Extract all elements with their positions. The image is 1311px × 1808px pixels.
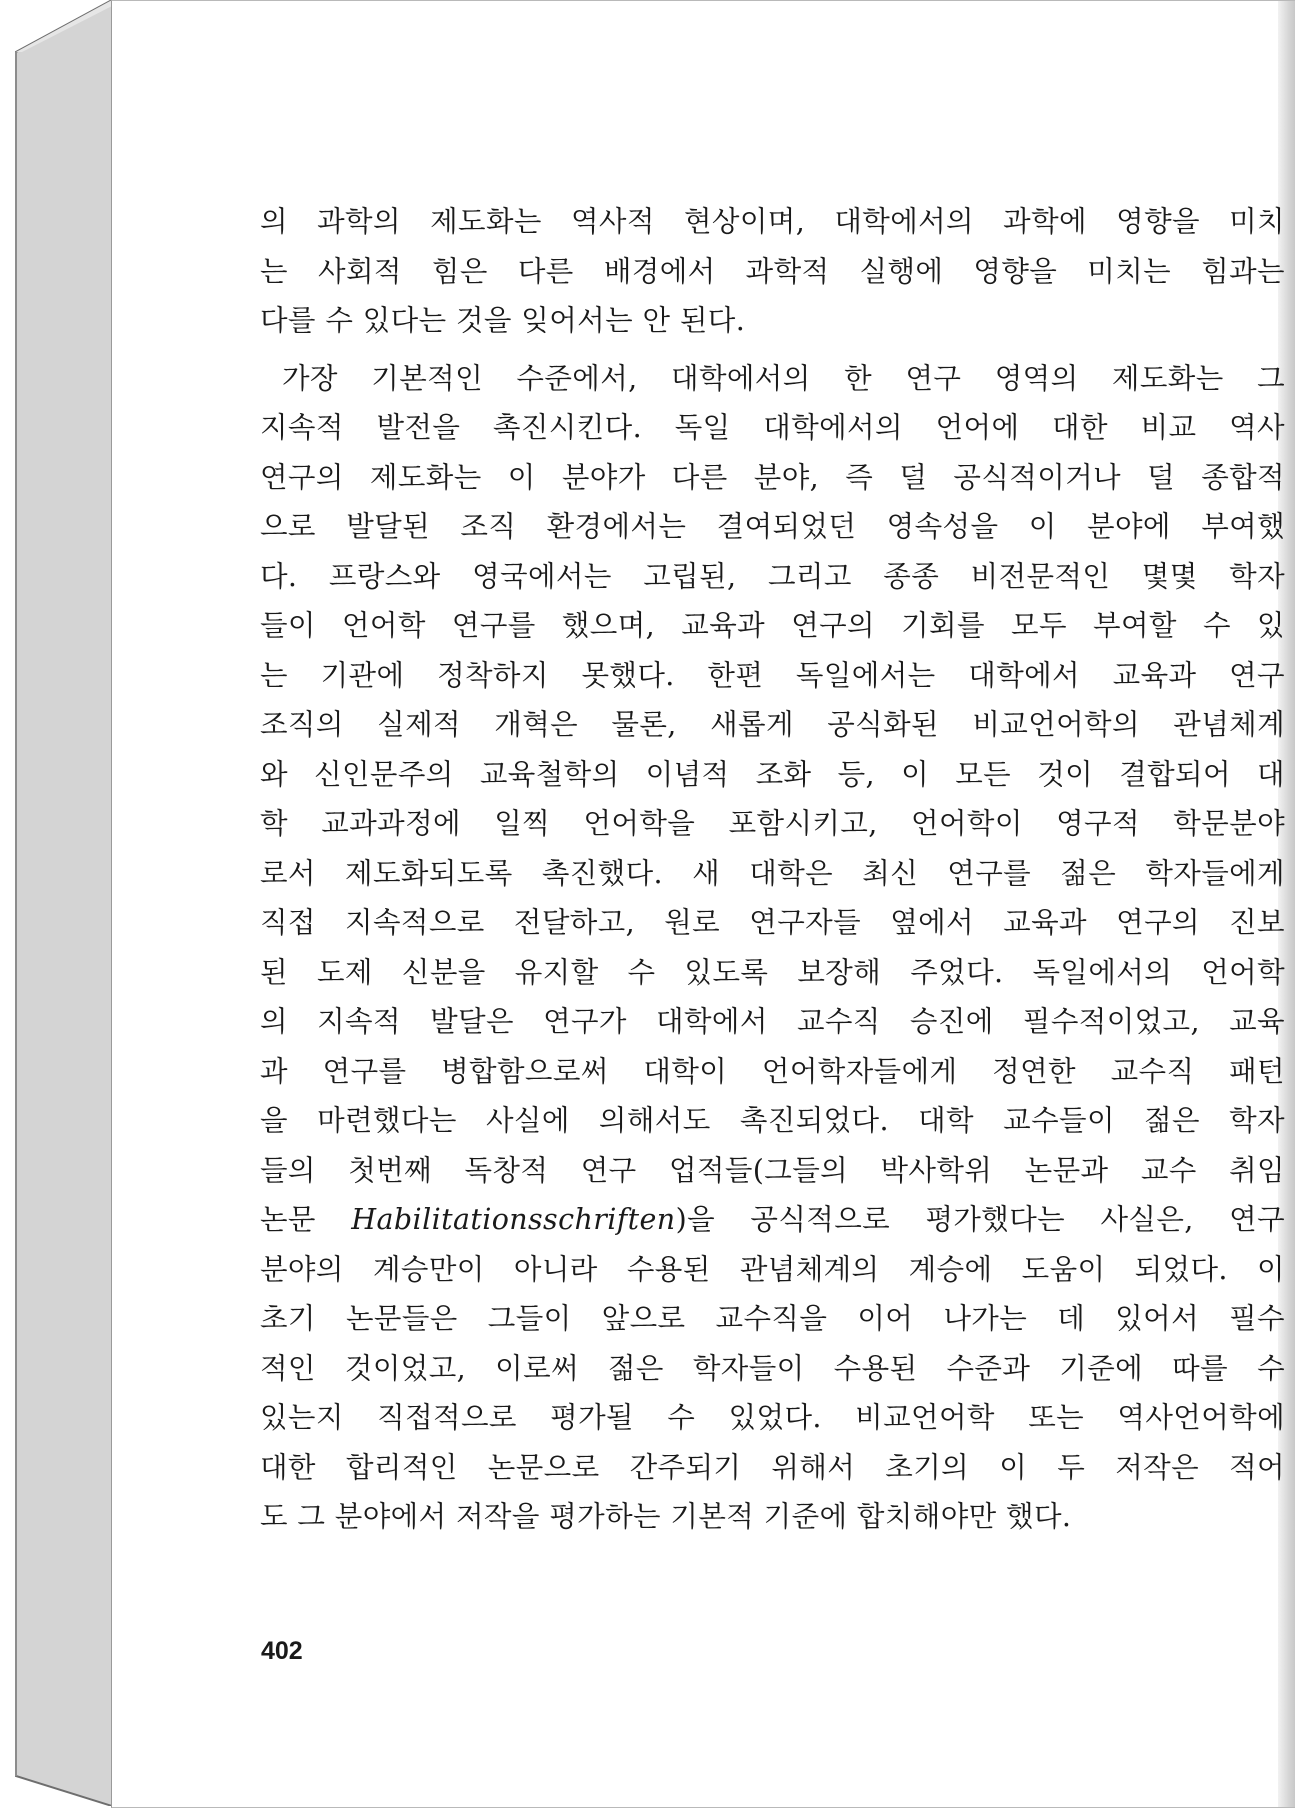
text-line: 을 마련했다는 사실에 의해서도 촉진되었다. 대학 교수들이 젊은 학자: [260, 1104, 1285, 1137]
text-line: 로서 제도화되도록 촉진했다. 새 대학은 최신 연구를 젊은 학자들에게: [260, 856, 1285, 890]
text-line: 들이 언어학 연구를 했으며, 교육과 연구의 기회를 모두 부여할 수 있: [260, 609, 1285, 642]
text-fragment: 논문: [260, 1203, 352, 1236]
page-number: 402: [261, 1637, 303, 1665]
text-line: 는 사회적 힘은 다른 배경에서 과학적 실행에 영향을 미치는 힘과는: [260, 254, 1285, 288]
text-line: 들의 첫번째 독창적 연구 업적들(그들의 박사학위 논문과 교수 취임: [260, 1153, 1285, 1187]
text-line: 의 과학의 제도화는 역사적 현상이며, 대학에서의 과학에 영향을 미치: [260, 205, 1285, 238]
text-line: 도 그 분야에서 저작을 평가하는 기본적 기준에 합치해야만 했다.: [260, 1500, 1072, 1533]
text-line: 과 연구를 병합함으로써 대학이 언어학자들에게 정연한 교수직 패턴: [260, 1054, 1285, 1088]
text-line: 지속적 발전을 촉진시킨다. 독일 대학에서의 언어에 대한 비교 역사: [260, 411, 1285, 444]
text-line: 다를 수 있다는 것을 잊어서는 안 된다.: [260, 304, 746, 337]
text-line: 직접 지속적으로 전달하고, 원로 연구자들 옆에서 교육과 연구의 진보: [260, 906, 1285, 939]
text-line: 연구의 제도화는 이 분야가 다른 분야, 즉 덜 공식적이거나 덜 종합적: [260, 460, 1285, 494]
text-line: 다. 프랑스와 영국에서는 고립된, 그리고 종종 비전문적인 몇몇 학자: [260, 559, 1285, 593]
text-fragment: )을 공식적으로 평가했다는 사실은, 연구: [675, 1203, 1286, 1236]
text-line: 대한 합리적인 논문으로 간주되기 위해서 초기의 이 두 저작은 적어: [260, 1450, 1285, 1484]
italic-term: Habilitationsschriften: [351, 1203, 676, 1236]
book-spine: [0, 0, 112, 1806]
text-line: 분야의 계승만이 아니라 수용된 관념체계의 계승에 도움이 되었다. 이: [260, 1252, 1285, 1286]
text-line: 는 기관에 정착하지 못했다. 한편 독일에서는 대학에서 교육과 연구: [260, 658, 1285, 692]
text-line: 조직의 실제적 개혁은 물론, 새롭게 공식화된 비교언어학의 관념체계: [260, 708, 1285, 741]
book-page: [111, 0, 1295, 1808]
text-line-habilitation: [260, 1195, 1285, 1245]
text-line: 적인 것이었고, 이로써 젊은 학자들이 수용된 수준과 기준에 따를 수: [260, 1351, 1285, 1385]
text-line: 있는지 직접적으로 평가될 수 있었다. 비교언어학 또는 역사언어학에: [260, 1401, 1285, 1434]
body-text: [260, 197, 1285, 1542]
text-line: 학 교과과정에 일찍 언어학을 포함시키고, 언어학이 영구적 학문분야: [260, 807, 1285, 840]
text-line: 초기 논문들은 그들이 앞으로 교수직을 이어 나가는 데 있어서 필수: [260, 1302, 1285, 1335]
text-line: 의 지속적 발달은 연구가 대학에서 교수직 승진에 필수적이었고, 교육: [260, 1005, 1285, 1038]
text-line: 와 신인문주의 교육철학의 이념적 조화 등, 이 모든 것이 결합되어 대: [260, 757, 1285, 791]
text-line: 된 도제 신분을 유지할 수 있도록 보장해 주었다. 독일에서의 언어학: [260, 955, 1285, 989]
text-line: 으로 발달된 조직 환경에서는 결여되었던 영속성을 이 분야에 부여했: [260, 510, 1285, 543]
text-line: 가장 기본적인 수준에서, 대학에서의 한 연구 영역의 제도화는 그: [282, 361, 1285, 395]
